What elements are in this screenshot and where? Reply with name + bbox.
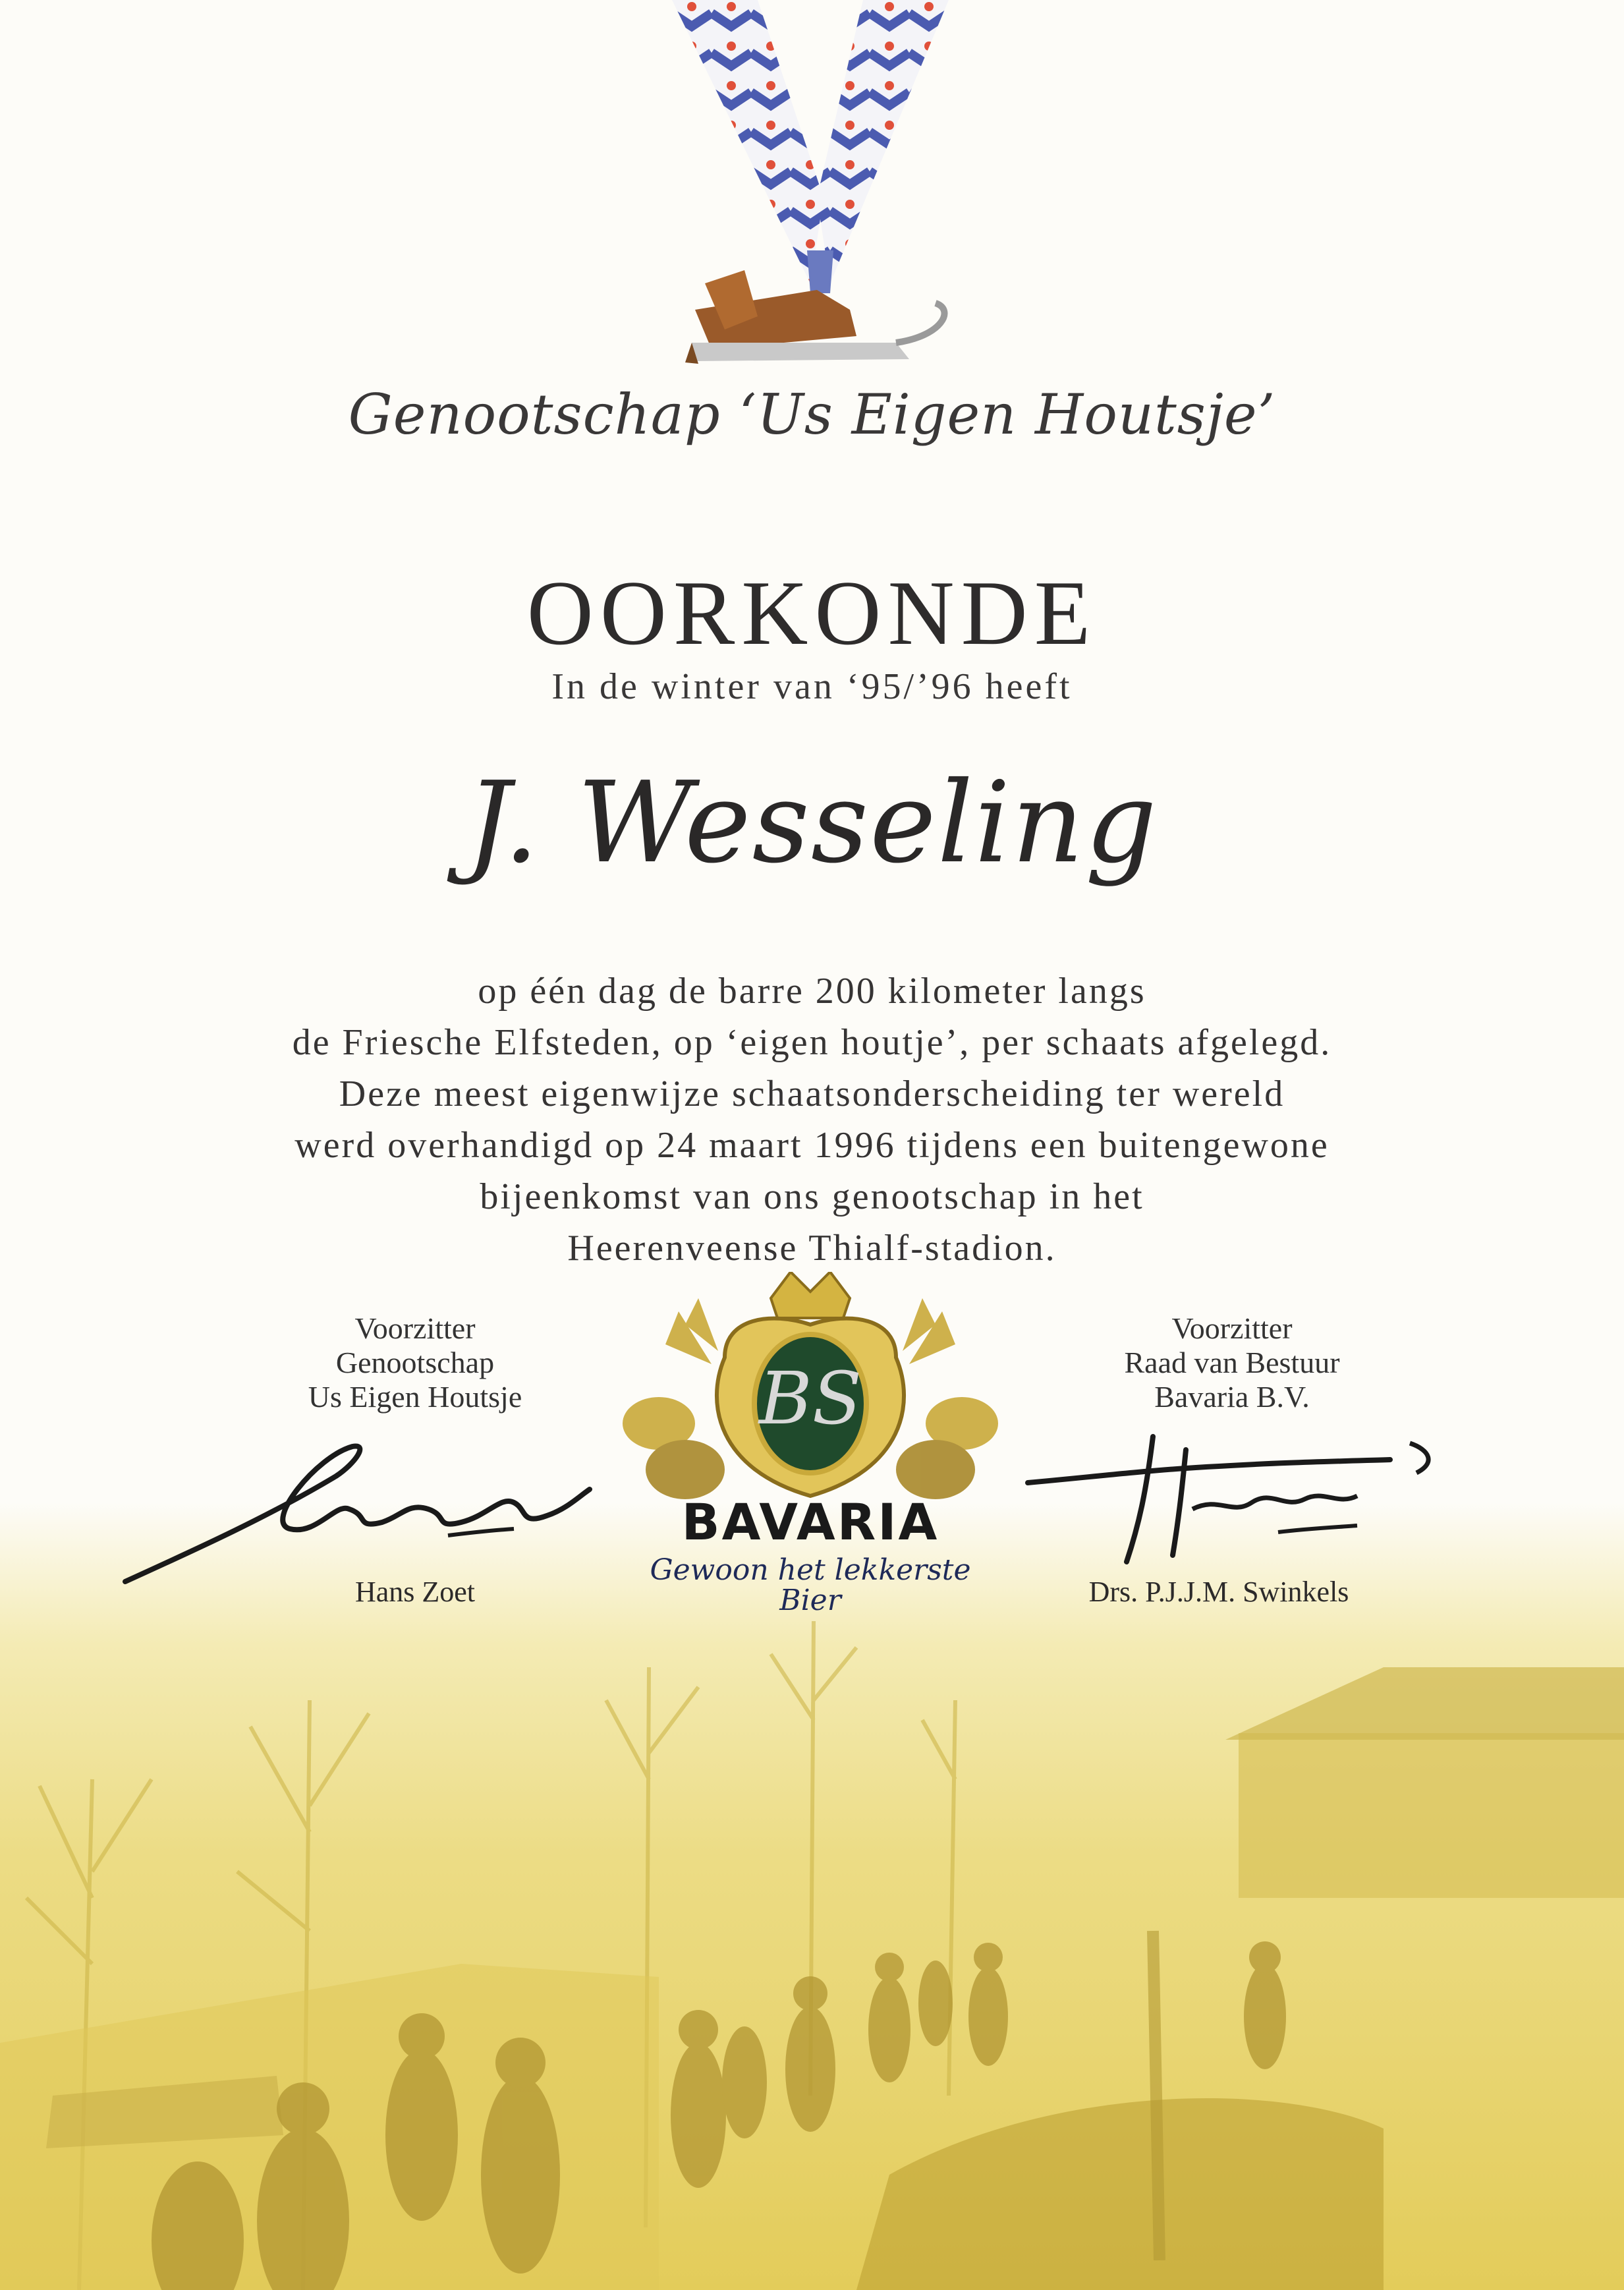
sponsor-brand-name: BAVARIA [681,1493,939,1551]
title-line: Voorzitter [1171,1311,1293,1345]
ice-skate-medal-icon [632,0,988,395]
crest-monogram: BS [758,1356,862,1441]
left-handwritten-signature [119,1417,593,1588]
right-signatory-title [1034,1311,1430,1414]
body-line: Heerenveense Thialf-stadion. [567,1228,1057,1269]
title-line: Bavaria B.V. [1154,1380,1310,1414]
left-signatory-title [217,1311,613,1414]
body-line: Deze meest eigenwijze schaatsonderscheiding ter wereld [339,1073,1285,1114]
body-line: werd overhandigd op 24 maart 1996 tijdens een buitengewone [294,1125,1330,1166]
title-line: Us Eigen Houtsje [308,1380,522,1414]
document-title: OORKONDE [526,562,1098,664]
sponsor-tagline [619,1555,1001,1616]
certificate-body [132,965,1492,1274]
tagline-line: Bier [779,1584,841,1617]
body-line: op één dag de barre 200 kilometer langs [478,971,1146,1012]
title-line: Genootschap [335,1346,495,1379]
body-line: de Friesche Elfsteden, op ‘eigen houtje’, per schaats afgelegd. [292,1022,1332,1063]
title-line: Voorzitter [354,1311,476,1345]
title-line: Raad van Bestuur [1124,1346,1340,1379]
recipient-name: J. Wesseling [466,758,1158,888]
right-handwritten-signature [1021,1423,1443,1568]
left-signatory-name: Hans Zoet [354,1576,476,1608]
society-title: Genootschap ‘Us Eigen Houtsje’ [348,382,1276,447]
intro-line: In de winter van ‘95/’96 heeft [551,666,1073,707]
body-line: bijeenkomst van ons genootschap in het [480,1176,1144,1217]
tagline-line: Gewoon het lekkerste [650,1553,971,1587]
right-signatory-name: Drs. P.J.J.M. Swinkels [1088,1576,1349,1608]
